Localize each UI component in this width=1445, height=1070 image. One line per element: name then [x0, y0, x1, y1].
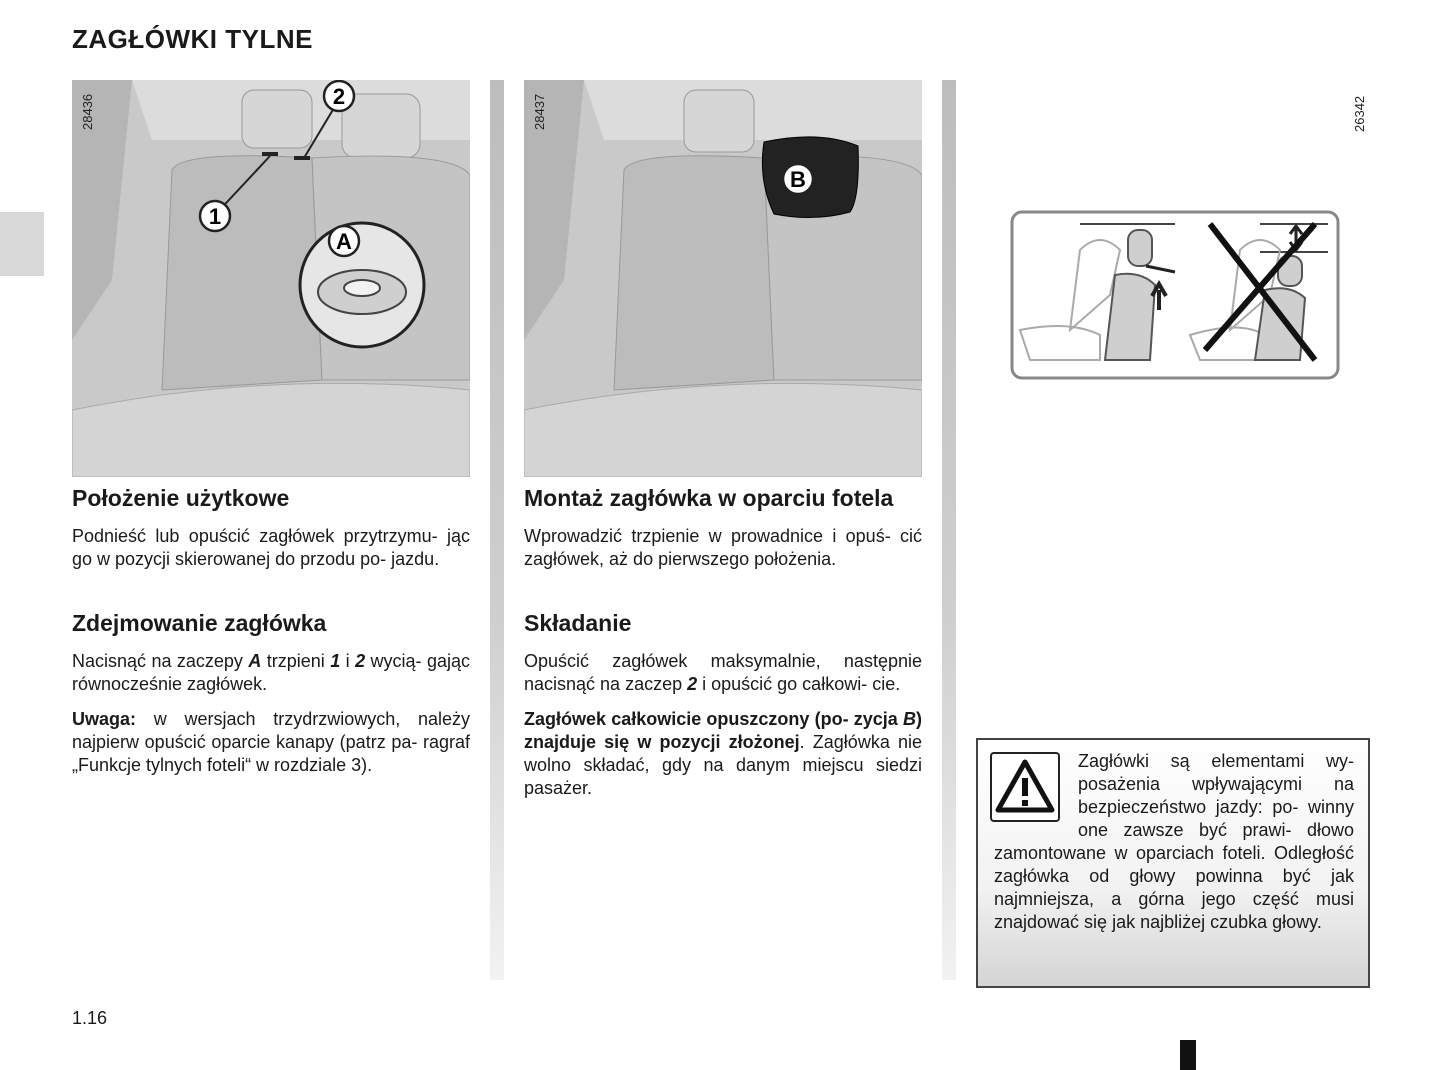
- page-number: 1.16: [72, 1008, 108, 1028]
- paragraph-note: Uwaga: w wersjach trzydrzwiowych, należy najpierw opuścić oparcie kanapy (patrz pa- ragraf „Funkcje tylnych foteli“ w rozdziale 3).: [72, 709, 470, 775]
- figure-headrest-position: [72, 80, 470, 477]
- page-title: ZAGŁÓWKI TYLNE: [72, 24, 313, 54]
- heading-folding: Składanie: [524, 610, 632, 636]
- column-2: [524, 484, 922, 812]
- column-1: [72, 484, 470, 789]
- callout-2-label: 2: [332, 84, 346, 109]
- warning-text: Zagłówki są elementami wy- posażenia wpływającymi na bezpieczeństwo jazdy: po- winny one zawsze być prawi- dłowo zamontowane w oparciach foteli. Odległość zagłówka od głowy powinna być jak najmniejsza, a górna jego część musi znajdować się jak najbliżej czubka głowy.: [994, 751, 1354, 932]
- rear-seat-illustration: [72, 80, 470, 477]
- figure-ref: 28437: [532, 93, 547, 130]
- page-edge-marker: [1180, 1040, 1196, 1070]
- paragraph-removing-headrest: Nacisnąć na zaczepy A trzpieni 1 i 2 wycią- gając równocześnie zagłówek.: [72, 651, 470, 694]
- figure-ref: 28436: [80, 93, 95, 130]
- column-separator: [490, 80, 504, 980]
- paragraph-usage-position: Podnieść lub opuścić zagłówek przytrzymu- jąc go w pozycji skierowanej do przodu po- jazdu.: [72, 526, 470, 569]
- figure-ref: 26342: [1352, 95, 1367, 132]
- paragraph-folded-position: Zagłówek całkowicie opuszczony (po- zycja B) znajduje się w pozycji złożonej. Zagłówka nie wolno składać, gdy na danym miejscu siedzi pasażer.: [524, 709, 922, 798]
- rear-seat-illustration: [524, 80, 922, 477]
- callout-b-label: B: [790, 167, 806, 192]
- heading-fitting-headrest: Montaż zagłówka w oparciu fotela: [524, 485, 894, 511]
- figure-headrest-fitting: [524, 80, 922, 477]
- paragraph-folding: Opuścić zagłówek maksymalnie, następnie nacisnąć na zaczep 2 i opuścić go całkowi- cie.: [524, 651, 922, 694]
- heading-usage-position: Położenie użytkowe: [72, 485, 290, 511]
- warning-box: [976, 738, 1370, 988]
- chapter-tab: [0, 212, 44, 276]
- headrest-adjustment-pictogram: [1010, 210, 1340, 380]
- callout-1-label: 1: [208, 204, 222, 229]
- column-separator: [942, 80, 956, 980]
- callout-a-label: A: [336, 229, 352, 254]
- heading-removing-headrest: Zdejmowanie zagłówka: [72, 610, 327, 636]
- paragraph-fitting-headrest: Wprowadzić trzpienie w prowadnice i opuś- cić zagłówek, aż do pierwszego położenia.: [524, 526, 922, 569]
